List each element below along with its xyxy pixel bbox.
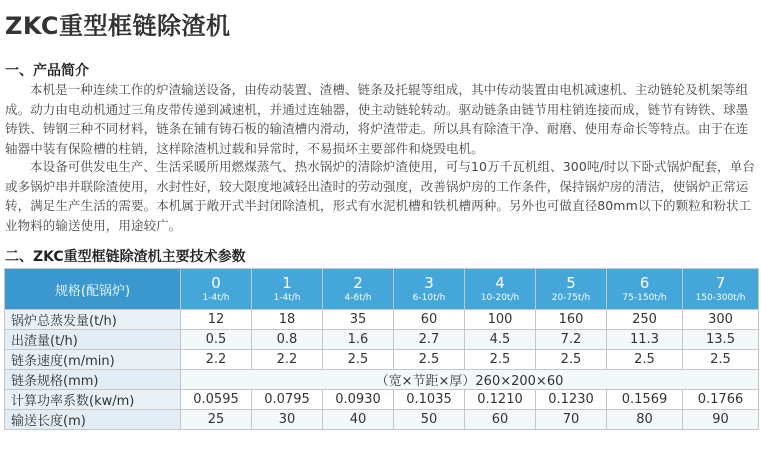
header-model-1 <box>252 269 323 310</box>
table-cell: 0.1210 <box>465 390 536 410</box>
model-capacity: 150-300t/h <box>695 292 746 303</box>
table-row <box>5 390 759 410</box>
model-number: 1 <box>282 273 292 292</box>
merged-cell: （宽×节距×厚）260×200×60 <box>181 370 759 390</box>
table-cell: 2.5 <box>465 350 536 370</box>
table-cell: 2.2 <box>181 350 252 370</box>
section-heading-specs: 二、ZKC重型框链除渣机主要技术参数 <box>5 249 246 265</box>
model-number: 3 <box>424 273 434 292</box>
table-cell: 300 <box>683 310 759 330</box>
table-cell: 100 <box>465 310 536 330</box>
table-cell: 0.0930 <box>323 390 394 410</box>
header-model-2 <box>323 269 394 310</box>
header-model-5 <box>536 269 607 310</box>
row-label: 计算功率系数(kw/m) <box>5 390 181 410</box>
header-model-3 <box>394 269 465 310</box>
model-number: 0 <box>211 273 221 292</box>
spec-table-header <box>5 269 759 310</box>
table-cell: 80 <box>607 410 683 430</box>
table-cell: 50 <box>394 410 465 430</box>
table-cell: 0.1035 <box>394 390 465 410</box>
table-row <box>5 330 759 350</box>
table-cell: 7.2 <box>536 330 607 350</box>
table-cell: 60 <box>465 410 536 430</box>
model-number: 4 <box>495 273 505 292</box>
table-cell: 250 <box>607 310 683 330</box>
table-cell: 160 <box>536 310 607 330</box>
table-cell: 2.2 <box>252 350 323 370</box>
intro-paragraph-2: 本设备可供发电生产、生活采暖所用燃煤蒸气、热水锅炉的清除炉渣使用，可与10万千瓦机组、300吨/时以下卧式锅炉配套，单台或多锅炉串并联除渣使用，水封性好，较大限度地减轻出渣时的劳动强度，改善锅炉房的工作条件，保持锅炉房的清洁，使锅炉正常运转，满足生产生活的需要。本机属于敞开式半封闭除渣机，形式有水泥机槽和铁机槽两种。另外也可做直径80mm以下的颗粒和粉状工业物料的输送使用，用途较广。 <box>5 159 755 233</box>
model-number: 6 <box>639 273 650 292</box>
table-cell: 0.0795 <box>252 390 323 410</box>
header-model-4 <box>465 269 536 310</box>
table-row <box>5 350 759 370</box>
table-row <box>5 310 759 330</box>
table-cell: 30 <box>252 410 323 430</box>
table-cell: 18 <box>252 310 323 330</box>
model-capacity: 1-4t/h <box>273 292 301 303</box>
row-label: 输送长度(m) <box>5 410 181 430</box>
table-cell: 12 <box>181 310 252 330</box>
table-cell: 60 <box>394 310 465 330</box>
model-capacity: 75-150t/h <box>622 292 667 303</box>
table-cell: 90 <box>683 410 759 430</box>
model-capacity: 20-75t/h <box>551 292 591 303</box>
table-cell: 2.5 <box>683 350 759 370</box>
model-number: 7 <box>715 273 726 292</box>
model-number: 2 <box>353 273 363 292</box>
table-cell: 0.1766 <box>683 390 759 410</box>
table-cell: 4.5 <box>465 330 536 350</box>
table-cell: 0.1230 <box>536 390 607 410</box>
table-cell: 0.0595 <box>181 390 252 410</box>
table-cell: 2.5 <box>536 350 607 370</box>
table-cell: 0.5 <box>181 330 252 350</box>
table-cell: 11.3 <box>607 330 683 350</box>
table-cell: 2.5 <box>394 350 465 370</box>
table-cell: 25 <box>181 410 252 430</box>
row-label: 出渣量(t/h) <box>5 330 181 350</box>
table-cell: 2.5 <box>323 350 394 370</box>
model-capacity: 6-10t/h <box>412 292 446 303</box>
table-cell: 0.1569 <box>607 390 683 410</box>
model-number: 5 <box>566 273 576 292</box>
table-cell: 0.8 <box>252 330 323 350</box>
model-capacity: 1-4t/h <box>202 292 230 303</box>
table-cell: 13.5 <box>683 330 759 350</box>
intro-paragraph-1: 本机是一种连续工作的炉渣输送设备，由传动装置、渣槽、链条及托辊等组成，其中传动装置由电机减速机、主动链轮及机架等组成。动力由电动机通过三角皮带传递到减速机，并通过连轴器，使主动链轮转动。驱动链条由链节用柱销连接而成，链节有铸铁、球墨铸铁、铸钢三种不同材料，链条在铺有铸石板的输渣槽内滑动，将炉渣带走。所以具有除渣干净、耐磨、使用寿命长等特点。由于在连轴器中装有保险槽的柱销，这样除渣机过载和异常时，不易损坏主要部件和烧毁电机。 <box>5 82 749 156</box>
table-cell: 2.7 <box>394 330 465 350</box>
table-cell: 35 <box>323 310 394 330</box>
table-cell: 1.6 <box>323 330 394 350</box>
table-row <box>5 370 759 390</box>
header-label: 规格(配锅炉) <box>5 269 181 310</box>
row-label: 链条规格(mm) <box>5 370 181 390</box>
table-row <box>5 410 759 430</box>
spec-table-body <box>5 310 759 430</box>
header-model-6 <box>607 269 683 310</box>
table-cell: 70 <box>536 410 607 430</box>
header-model-0 <box>181 269 252 310</box>
table-cell: 2.5 <box>607 350 683 370</box>
table-cell: 40 <box>323 410 394 430</box>
header-model-7 <box>683 269 759 310</box>
header-row <box>5 269 759 310</box>
section-heading-intro: 一、产品简介 <box>5 63 89 79</box>
row-label: 链条速度(m/min) <box>5 350 181 370</box>
model-capacity: 10-20t/h <box>480 292 520 303</box>
page-title: ZKC重型框链除渣机 <box>5 12 231 40</box>
row-label: 锅炉总蒸发量(t/h) <box>5 310 181 330</box>
spec-table <box>4 268 759 430</box>
model-capacity: 4-6t/h <box>344 292 372 303</box>
